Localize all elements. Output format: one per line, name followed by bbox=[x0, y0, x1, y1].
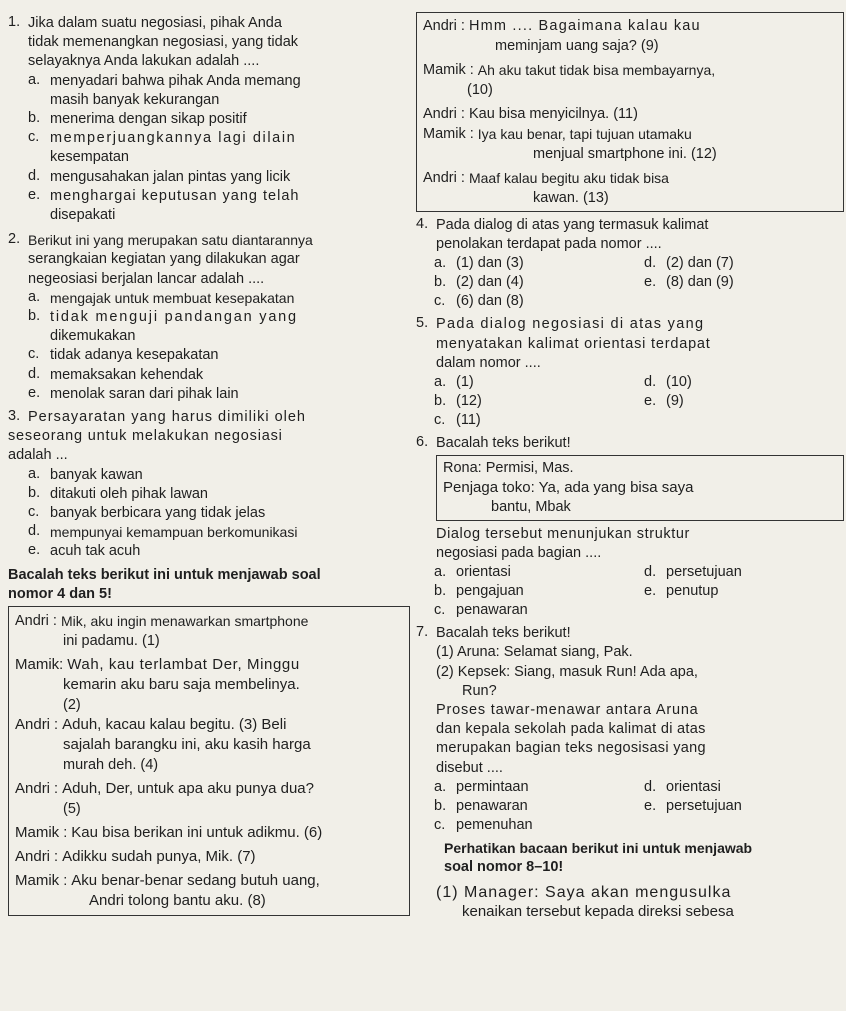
question-stem-line: penolakan terdapat pada nomor .... bbox=[436, 236, 662, 253]
dialog-line: Andri : Kau bisa menyicilnya. (11) bbox=[423, 106, 638, 122]
option-line: disepakati bbox=[50, 207, 116, 224]
option-c[interactable]: c. tidak adanya kesepakatan bbox=[28, 346, 219, 364]
dialog-line: Mamik : Kau bisa berikan ini untuk adikmu. (6) bbox=[15, 824, 323, 842]
option-c[interactable]: c. pemenuhan bbox=[434, 816, 533, 833]
dialog-line: Andri : Adikku sudah punya, Mik. (7) bbox=[15, 848, 256, 866]
option-a[interactable]: a. (1) bbox=[434, 374, 474, 391]
right-column bbox=[416, 10, 844, 922]
instruction-line: Perhatikan bacaan berikut ini untuk menjawab bbox=[444, 839, 753, 856]
option-grid bbox=[416, 254, 844, 311]
option-grid bbox=[416, 563, 844, 620]
option-line: kesempatan bbox=[50, 149, 129, 166]
question-stem-line: Proses tawar-menawar antara Aruna bbox=[436, 702, 699, 719]
instruction-line: soal nomor 8–10! bbox=[444, 859, 564, 876]
box-line: Penjaga toko: Ya, ada yang bisa saya bbox=[443, 479, 694, 497]
option-a[interactable]: a. banyak kawan bbox=[28, 465, 143, 483]
option-e[interactable]: e. menghargai keputusan yang telah bbox=[28, 186, 300, 204]
question-2: 2. Berikut ini yang merupakan satu diantarannya serangkaian kegiatan yang dilakukan agar negeosiasi berjalan lancar adalah .... a. mengajak untuk membuat kesepakatan b. tidak menguji pandangan yang dikemukakan c. tidak adanya kesepakatan d. memaksakan kehendak e. menolak saran dari pihak lain bbox=[8, 231, 410, 404]
question-stem-line: merupakan bagian teks negosisasi yang bbox=[436, 740, 706, 757]
question-stem-line: adalah ... bbox=[8, 447, 68, 464]
dialog-line: Andri : Aduh, kacau kalau begitu. (3) Beli sajalah barangku ini, aku kasih harga murah deh. (4) bbox=[15, 716, 311, 774]
dialog-continuation-box bbox=[416, 12, 844, 212]
option-b[interactable]: b. menerima dengan sikap positif bbox=[28, 110, 247, 128]
option-a[interactable]: a. permintaan bbox=[434, 778, 529, 795]
option-grid bbox=[416, 373, 844, 430]
instruction-line: Bacalah teks berikut ini untuk menjawab soal bbox=[8, 566, 321, 583]
option-c[interactable]: c. (6) dan (8) bbox=[434, 293, 524, 310]
dialog-line: Mamik : Iya kau benar, tapi tujuan utamaku menjual smartphone ini. (12) bbox=[423, 126, 717, 162]
text-box bbox=[436, 455, 844, 521]
option-b[interactable]: b. pengajuan bbox=[434, 583, 524, 600]
box-line: Rona: Permisi, Mas. bbox=[443, 460, 574, 477]
question-1 bbox=[8, 14, 410, 225]
dialog-line: Mamik : Aku benar-benar sedang butuh uang, Andri tolong bantu aku. (8) bbox=[15, 872, 320, 910]
dialog-item: (1) Aruna: Selamat siang, Pak. bbox=[436, 644, 633, 661]
q8-text bbox=[416, 883, 844, 921]
question-stem-line: dalam nomor .... bbox=[436, 354, 541, 371]
question-number: 4. bbox=[416, 216, 429, 232]
question-5: 5. Pada dialog negosiasi di atas yang menyatakan kalimat orientasi terdapat dalam nomor .... a. (1) d. (10) b. (12) e. (9) c. (11) bbox=[416, 315, 844, 430]
question-stem-line: menyatakan kalimat orientasi terdapat bbox=[436, 335, 711, 352]
question-stem-line: negeosiasi berjalan lancar adalah .... bbox=[28, 270, 265, 287]
text-line: (1) Manager: Saya akan mengusulka bbox=[436, 884, 732, 902]
question-stem-line: selayaknya Anda lakukan adalah .... bbox=[28, 53, 260, 70]
option-a[interactable]: a. menyadari bahwa pihak Anda memang bbox=[28, 71, 301, 89]
dialog-item: Run? bbox=[462, 682, 497, 699]
option-b[interactable]: b. penawaran bbox=[434, 797, 528, 814]
question-stem-line: disebut .... bbox=[436, 759, 503, 776]
option-e[interactable]: e. menolak saran dari pihak lain bbox=[28, 384, 239, 402]
option-c[interactable]: c. penawaran bbox=[434, 602, 528, 619]
option-d[interactable]: d. mengusahakan jalan pintas yang licik bbox=[28, 167, 291, 185]
question-7: 7. Bacalah teks berikut! (1) Aruna: Selamat siang, Pak. (2) Kepsek: Siang, masuk Run! Ada apa, Run? Proses tawar-menawar antara Aruna dan kepala sekolah pada kalimat di atas merupakan bagian teks negosisasi yang disebut .... a. permintaan d. orientasi b. penawaran e. persetujuan c. pemenuhan bbox=[416, 624, 844, 835]
question-4: 4. Pada dialog di atas yang termasuk kalimat penolakan terdapat pada nomor .... a. (1) dan (3) d. (2) dan (7) b. (2) dan (4) e. (8) dan (9) c. (6) dan (8) bbox=[416, 216, 844, 311]
option-d[interactable]: d. orientasi bbox=[644, 778, 721, 795]
option-b[interactable]: b. tidak menguji pandangan yang bbox=[28, 308, 298, 326]
option-c[interactable]: c. banyak berbicara yang tidak jelas bbox=[28, 504, 266, 522]
dialog-line: Mamik : Ah aku takut tidak bisa membayarnya, (10) bbox=[423, 62, 716, 98]
option-d[interactable]: d. mempunyai kemampuan berkomunikasi bbox=[28, 523, 298, 541]
question-number: 1. bbox=[8, 14, 21, 30]
reading-instruction bbox=[416, 839, 844, 877]
option-e[interactable]: e. (9) bbox=[644, 393, 684, 410]
text-line: kenaikan tersebut kepada direksi sebesa bbox=[462, 903, 734, 921]
question-number: 7. bbox=[416, 624, 429, 641]
question-stem-line: serangkaian kegiatan yang dilakukan agar bbox=[28, 251, 300, 268]
option-line: masih banyak kekurangan bbox=[50, 91, 220, 108]
option-e[interactable]: e. (8) dan (9) bbox=[644, 274, 734, 291]
question-stem-line: dan kepala sekolah pada kalimat di atas bbox=[436, 721, 706, 738]
option-e[interactable]: e. persetujuan bbox=[644, 797, 742, 814]
dialog-line: Andri : Hmm .... Bagaimana kalau kau meminjam uang saja? (9) bbox=[423, 18, 701, 54]
dialog-item: (2) Kepsek: Siang, masuk Run! Ada apa, bbox=[436, 663, 698, 680]
option-grid bbox=[416, 778, 844, 835]
dialog-line: Andri : Maaf kalau begitu aku tidak bisa kawan. (13) bbox=[423, 170, 669, 206]
option-d[interactable]: d. memaksakan kehendak bbox=[28, 365, 204, 383]
left-column bbox=[8, 14, 410, 916]
option-a[interactable]: a. mengajak untuk membuat kesepakatan bbox=[28, 288, 295, 306]
question-number: 2. bbox=[8, 231, 21, 248]
reading-instruction bbox=[8, 566, 410, 604]
option-e[interactable]: e. penutup bbox=[644, 583, 719, 600]
option-a[interactable]: a. (1) dan (3) bbox=[434, 255, 524, 272]
option-c[interactable]: c. (11) bbox=[434, 412, 481, 429]
question-stem-line: Dialog tersebut menunjukan struktur bbox=[436, 525, 690, 542]
option-b[interactable]: b. (12) bbox=[434, 393, 482, 410]
box-line: bantu, Mbak bbox=[491, 498, 571, 515]
option-d[interactable]: d. (2) dan (7) bbox=[644, 255, 734, 272]
question-number: 5. bbox=[416, 315, 429, 332]
instruction-line: nomor 4 dan 5! bbox=[8, 585, 112, 602]
question-number: 6. bbox=[416, 434, 429, 451]
option-c[interactable]: c. memperjuangkannya lagi dilain bbox=[28, 129, 297, 147]
dialog-box bbox=[8, 606, 410, 916]
question-6: 6. Bacalah teks berikut! Rona: Permisi, Mas. Penjaga toko: Ya, ada yang bisa saya bantu, Mbak Dialog tersebut menunjukan struktur negosiasi pada bagian .... a. orientasi d. persetujuan b. pengajuan e. penutup c. penawaran bbox=[416, 434, 844, 620]
option-line: dikemukakan bbox=[50, 328, 136, 345]
option-d[interactable]: d. (10) bbox=[644, 374, 692, 391]
dialog-line: Andri : Mik, aku ingin menawarkan smartphone ini padamu. (1) bbox=[15, 613, 309, 650]
option-d[interactable]: d. persetujuan bbox=[644, 564, 742, 581]
option-e[interactable]: e. acuh tak acuh bbox=[28, 542, 141, 560]
question-number: 3. bbox=[8, 408, 21, 425]
question-stem-line: Jika dalam suatu negosiasi, pihak Anda bbox=[28, 15, 282, 31]
question-stem-line: tidak memenangkan negosiasi, yang tidak bbox=[28, 34, 299, 51]
option-b[interactable]: b. (2) dan (4) bbox=[434, 274, 524, 291]
question-3: 3. Persayaratan yang harus dimiliki oleh seseorang untuk melakukan negosiasi adalah ... a. banyak kawan b. ditakuti oleh pihak lawan c. banyak berbicara yang tidak jelas d. mempunyai kemampuan berkomunikasi e. acuh tak acuh bbox=[8, 408, 410, 562]
option-a[interactable]: a. orientasi bbox=[434, 564, 511, 581]
dialog-line: Mamik : Wah, kau terlambat Der, Minggu kemarin aku baru saja membelinya. (2) bbox=[15, 656, 300, 714]
option-b[interactable]: b. ditakuti oleh pihak lawan bbox=[28, 484, 208, 502]
question-stem-line: negosiasi pada bagian .... bbox=[436, 545, 602, 562]
question-stem-line: seseorang untuk melakukan negosiasi bbox=[8, 428, 283, 445]
dialog-line: Andri : Aduh, Der, untuk apa aku punya dua? (5) bbox=[15, 780, 314, 818]
